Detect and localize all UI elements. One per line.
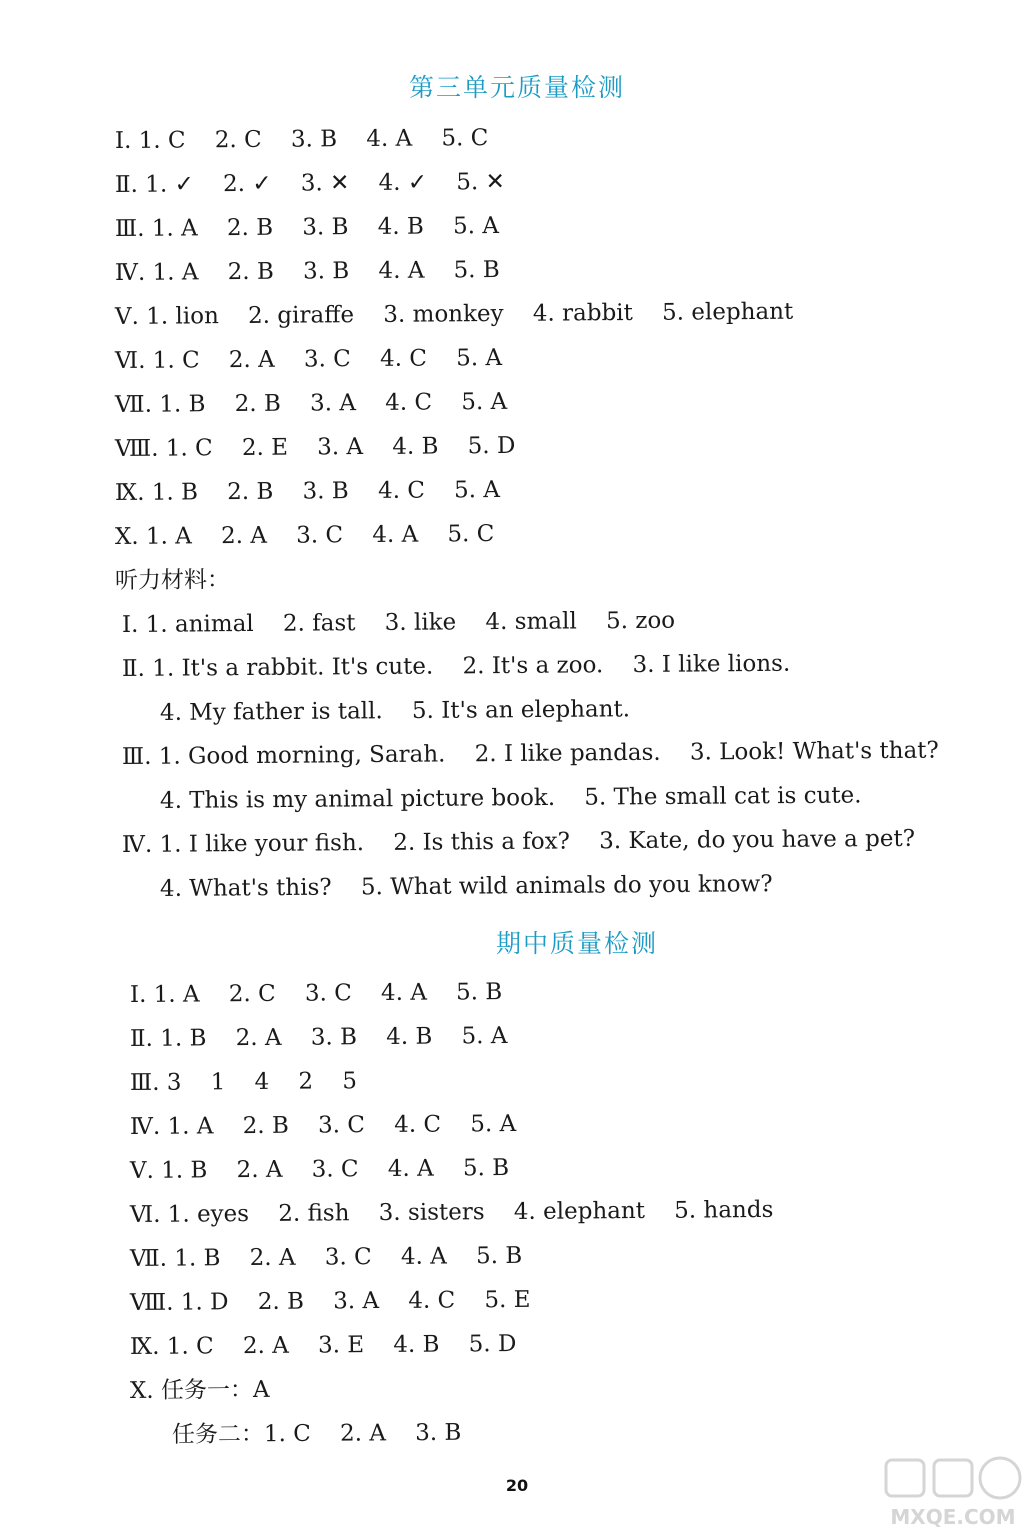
answer-line: Ⅷ. 1. D 2. B 3. A 4. C 5. E <box>129 1286 531 1316</box>
answer-line: Ⅶ. 1. B 2. A 3. C 4. A 5. B <box>129 1242 523 1272</box>
page-number: 20 <box>505 1476 529 1495</box>
answer-line: Ⅷ. 1. C 2. E 3. A 4. B 5. D <box>114 432 516 462</box>
answer-line: Ⅰ. 1. C 2. C 3. B 4. A 5. C <box>114 125 489 154</box>
listening-line: 4. My father is tall. 5. It's an elephant. <box>159 696 631 726</box>
section-title-unit3: 第三单元质量检测 <box>408 73 625 102</box>
answer-line: Ⅸ. 1. B 2. B 3. B 4. C 5. A <box>114 476 501 506</box>
listening-line: Ⅲ. 1. Good morning, Sarah. 2. I like pandas. 3. Look! What's that? <box>121 737 939 770</box>
watermark-text: MXQE.COM <box>890 1505 1016 1529</box>
answer-line: Ⅵ. 1. eyes 2. fish 3. sisters 4. elephant 5. hands <box>129 1196 774 1228</box>
answer-line: Ⅹ. 1. A 2. A 3. C 4. A 5. C <box>114 521 495 550</box>
answer-line: Ⅸ. 1. C 2. A 3. E 4. B 5. D <box>129 1330 517 1360</box>
listening-line: Ⅱ. 1. It's a rabbit. It's cute. 2. It's a zoo. 3. I like lions. <box>121 650 791 682</box>
listening-line: Ⅰ. 1. animal 2. fast 3. like 4. small 5. zoo <box>121 607 676 638</box>
answer-line: Ⅳ. 1. A 2. B 3. B 4. A 5. B <box>114 256 500 286</box>
answer-line: 任务二：1. C 2. A 3. B <box>171 1419 462 1448</box>
watermark-logo <box>878 1454 1028 1532</box>
answer-line: Ⅲ. 3 1 4 2 5 <box>129 1068 358 1096</box>
answer-line: Ⅴ. 1. lion 2. giraffe 3. monkey 4. rabbit 5. elephant <box>114 298 794 330</box>
answer-line: Ⅱ. 1. B 2. A 3. B 4. B 5. A <box>129 1023 508 1052</box>
answer-line: Ⅶ. 1. B 2. B 3. A 4. C 5. A <box>114 388 508 418</box>
listening-label: 听力材料： <box>114 567 231 594</box>
answer-line: Ⅲ. 1. A 2. B 3. B 4. B 5. A <box>114 212 500 242</box>
listening-line: 4. What's this? 5. What wild animals do you know? <box>159 871 773 902</box>
answer-line: Ⅱ. 1. ✓ 2. ✓ 3. ✕ 4. ✓ 5. ✕ <box>114 168 505 198</box>
answer-line: Ⅹ. 任务一：A <box>129 1376 270 1404</box>
listening-line: 4. This is my animal picture book. 5. The small cat is cute. <box>159 782 862 814</box>
answer-line: Ⅵ. 1. C 2. A 3. C 4. C 5. A <box>114 344 503 374</box>
answer-line: Ⅰ. 1. A 2. C 3. C 4. A 5. B <box>129 979 503 1008</box>
answer-line: Ⅳ. 1. A 2. B 3. C 4. C 5. A <box>129 1110 517 1140</box>
listening-line: Ⅳ. 1. I like your fish. 2. Is this a fox? 3. Kate, do you have a pet? <box>121 825 916 858</box>
section-title-midterm: 期中质量检测 <box>495 929 658 958</box>
answer-line: Ⅴ. 1. B 2. A 3. C 4. A 5. B <box>129 1155 510 1184</box>
